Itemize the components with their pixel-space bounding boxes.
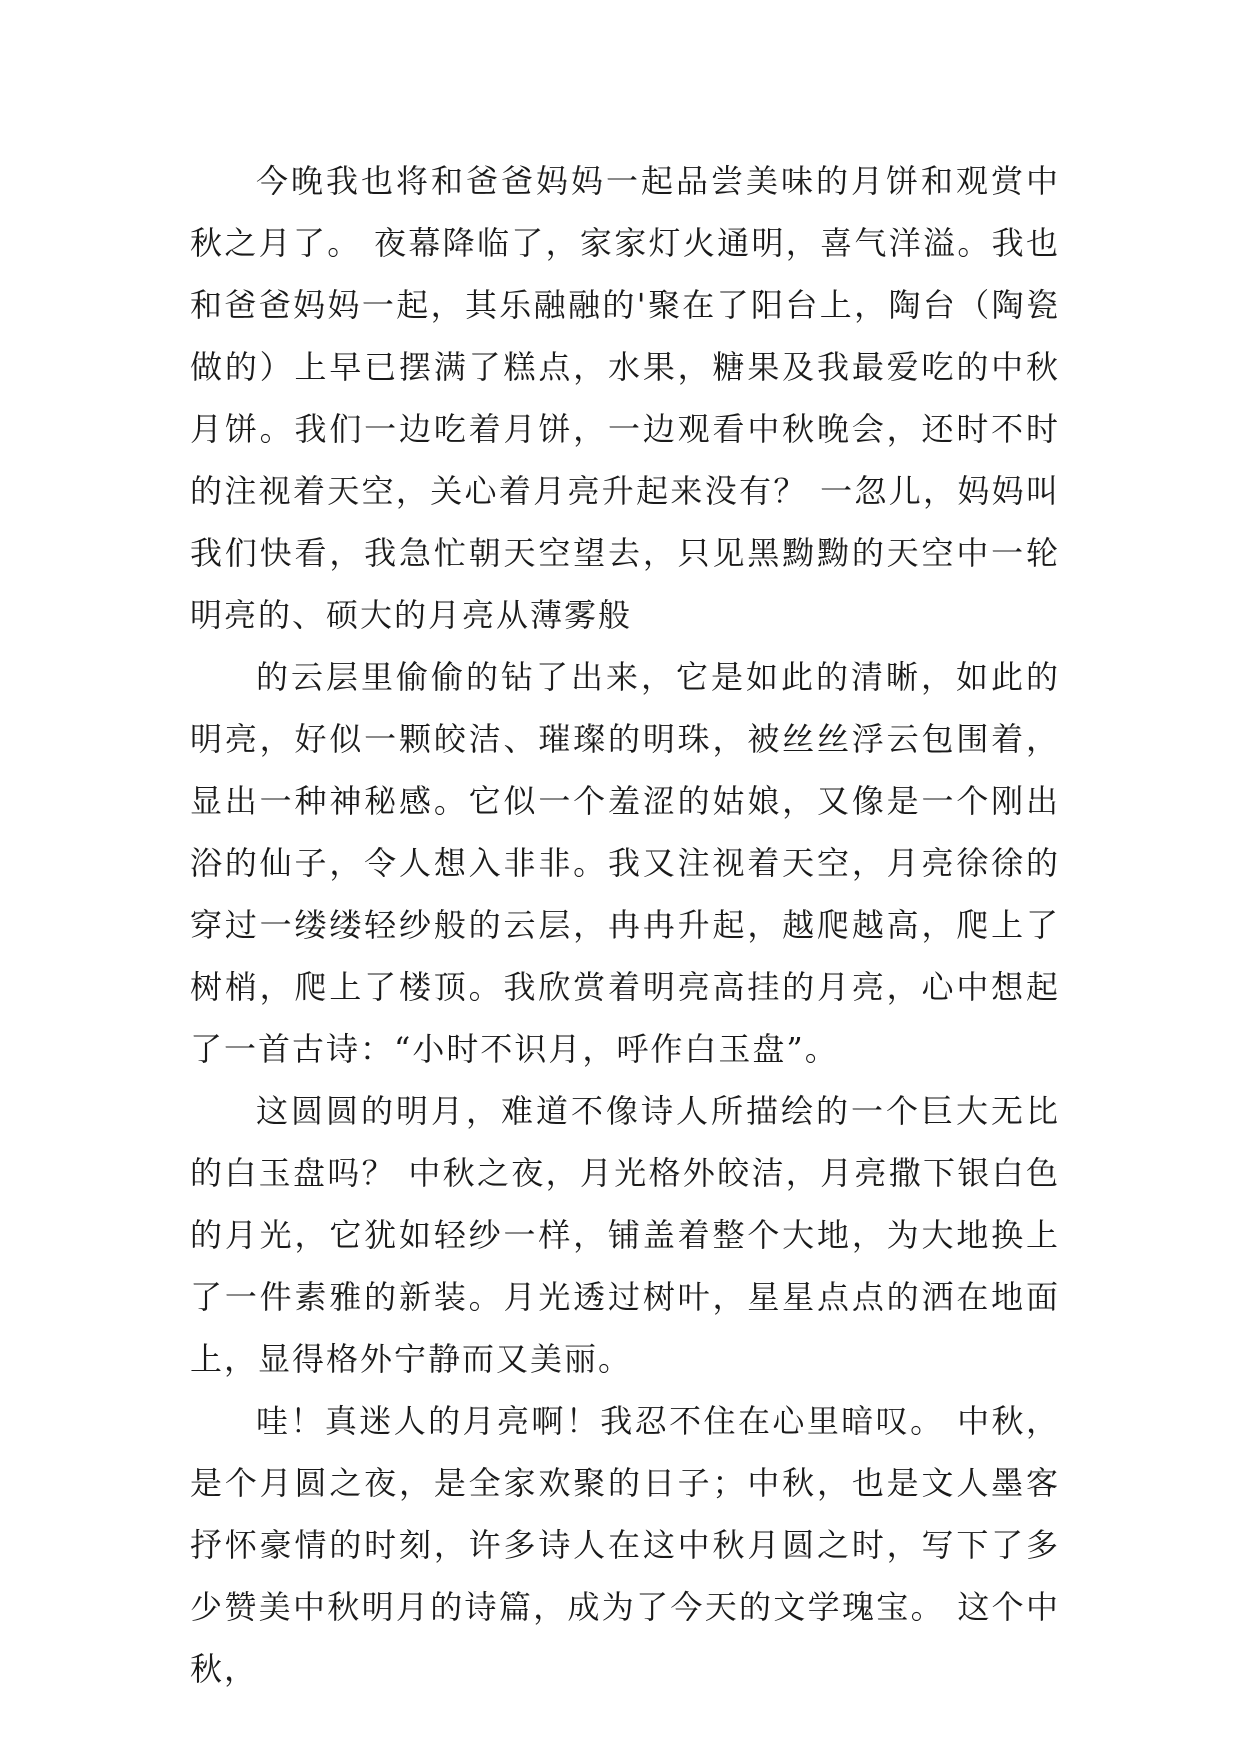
paragraph: 哇！真迷人的月亮啊！我忍不住在心里暗叹。 中秋，是个月圆之夜，是全家欢聚的日子；中秋，也是文人墨客抒怀豪情的时刻，许多诗人在这中秋月圆之时，写下了多少赞美中秋明月的诗篇，成为了今天的文学瑰宝。 这个中秋， <box>190 1402 1060 1688</box>
paragraph: 的云层里偷偷的钻了出来，它是如此的清晰，如此的明亮，好似一颗皎洁、璀璨的明珠，被丝丝浮云包围着，显出一种神秘感。它似一个羞涩的姑娘，又像是一个刚出浴的仙子，令人想入非非。我又注视着天空，月亮徐徐的穿过一缕缕轻纱般的云层，冉冉升起，越爬越高，爬上了树梢，爬上了楼顶。我欣赏着明亮高挂的月亮，心中想起了一首古诗：“小时不识月，呼作白玉盘”。 <box>190 658 1060 1068</box>
paragraph: 这圆圆的明月，难道不像诗人所描绘的一个巨大无比的白玉盘吗？ 中秋之夜，月光格外皎洁，月亮撒下银白色的月光，它犹如轻纱一样，铺盖着整个大地，为大地换上了一件素雅的新装。月光透过树叶，星星点点的洒在地面上，显得格外宁静而又美丽。 <box>190 1092 1060 1378</box>
paragraph: 今晚我也将和爸爸妈妈一起品尝美味的月饼和观赏中秋之月了。 夜幕降临了，家家灯火通明，喜气洋溢。我也和爸爸妈妈一起，其乐融融的'聚在了阳台上，陶台（陶瓷做的）上早已摆满了糕点，水果，糖果及我最爱吃的中秋月饼。我们一边吃着月饼，一边观看中秋晚会，还时不时的注视着天空，关心着月亮升起来没有？ 一忽儿，妈妈叫我们快看，我急忙朝天空望去，只见黑黝黝的天空中一轮明亮的、硕大的月亮从薄雾般 <box>190 162 1060 634</box>
essay-body <box>190 150 1060 1700</box>
